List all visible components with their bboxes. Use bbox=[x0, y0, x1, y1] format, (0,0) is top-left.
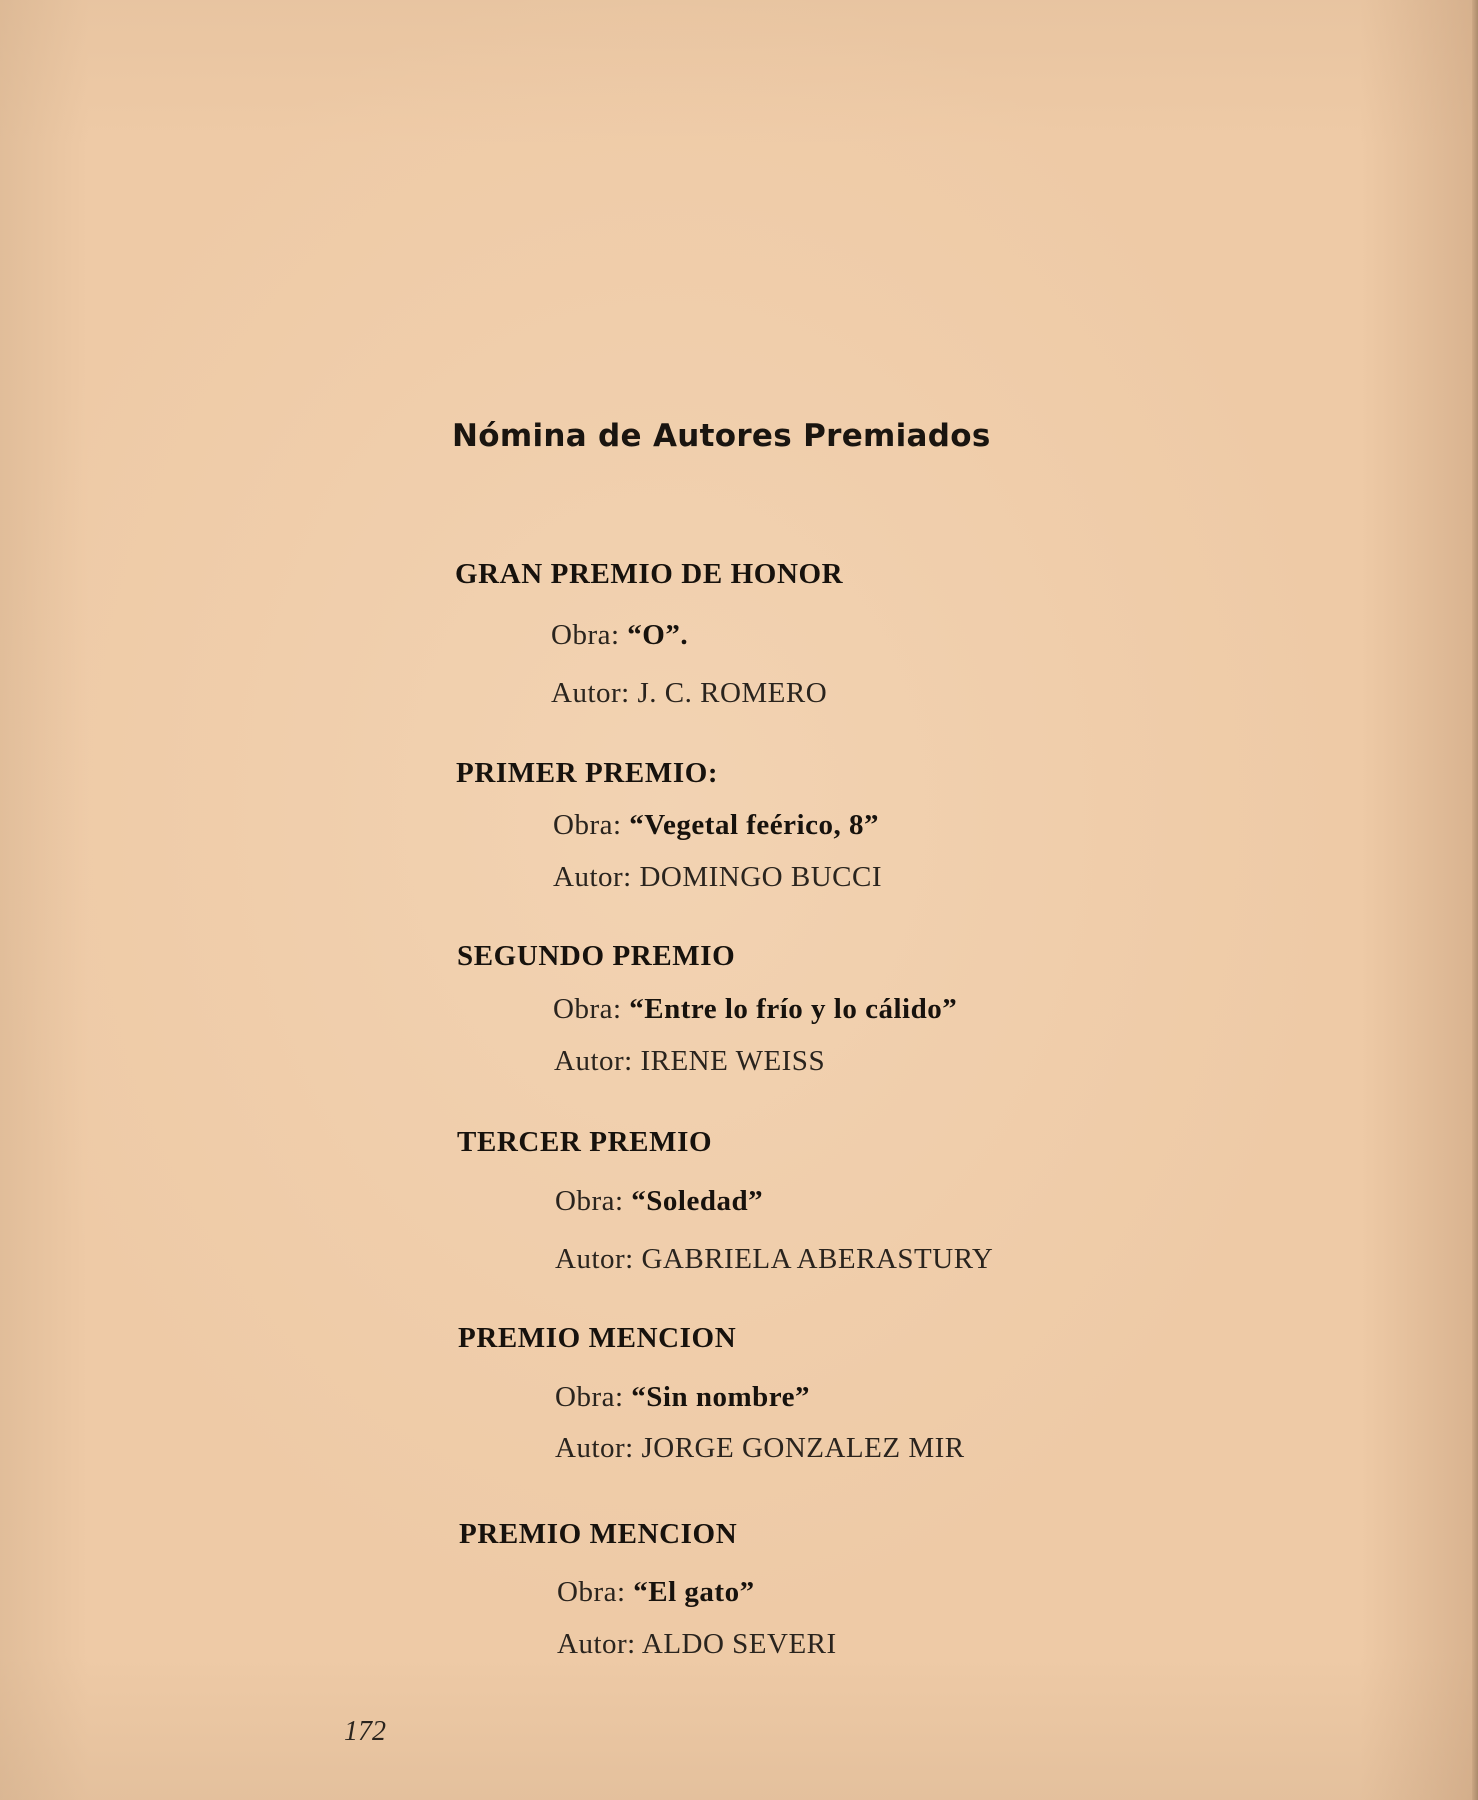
award-heading: PRIMER PREMIO: bbox=[456, 757, 719, 789]
author-label: Autor: bbox=[555, 1243, 634, 1275]
award-author-line bbox=[557, 1628, 837, 1661]
work-title: “Sin nombre” bbox=[631, 1381, 810, 1413]
award-heading: TERCER PREMIO bbox=[457, 1126, 713, 1158]
award-author-line bbox=[554, 1045, 825, 1078]
work-label: Obra: bbox=[553, 993, 622, 1025]
award-heading: PREMIO MENCION bbox=[458, 1322, 737, 1354]
author-name: GABRIELA ABERASTURY bbox=[641, 1243, 994, 1275]
award-work-line bbox=[555, 1185, 763, 1218]
author-label: Autor: bbox=[551, 677, 630, 709]
work-label: Obra: bbox=[557, 1576, 626, 1608]
work-title: “O”. bbox=[627, 619, 689, 651]
award-work-line bbox=[555, 1381, 810, 1414]
page-title: Nómina de Autores Premiados bbox=[452, 418, 991, 454]
award-author-line bbox=[555, 1432, 965, 1465]
award-heading: SEGUNDO PREMIO bbox=[457, 940, 736, 972]
award-heading: GRAN PREMIO DE HONOR bbox=[455, 558, 844, 590]
page-number: 172 bbox=[344, 1716, 386, 1747]
work-title: “El gato” bbox=[633, 1576, 755, 1608]
award-work-line bbox=[553, 809, 879, 842]
work-title: “Vegetal feérico, 8” bbox=[629, 809, 879, 841]
author-name: J. C. ROMERO bbox=[637, 677, 828, 709]
award-author-line bbox=[551, 677, 827, 710]
work-label: Obra: bbox=[551, 619, 620, 651]
author-name: IRENE WEISS bbox=[640, 1045, 826, 1077]
work-title: “Soledad” bbox=[631, 1185, 764, 1217]
award-work-line bbox=[551, 619, 688, 652]
author-label: Autor: bbox=[557, 1628, 636, 1660]
work-label: Obra: bbox=[555, 1381, 624, 1413]
work-label: Obra: bbox=[553, 809, 622, 841]
award-heading: PREMIO MENCION bbox=[459, 1518, 738, 1550]
award-author-line bbox=[553, 861, 882, 894]
author-label: Autor: bbox=[554, 1045, 633, 1077]
page-edge-shadow bbox=[1472, 0, 1478, 1800]
author-name: JORGE GONZALEZ MIR bbox=[641, 1432, 965, 1464]
author-name: DOMINGO BUCCI bbox=[639, 861, 883, 893]
author-name: ALDO SEVERI bbox=[641, 1628, 837, 1660]
award-author-line bbox=[555, 1243, 993, 1276]
author-label: Autor: bbox=[555, 1432, 634, 1464]
author-label: Autor: bbox=[553, 861, 632, 893]
award-work-line bbox=[553, 993, 957, 1026]
award-work-line bbox=[557, 1576, 755, 1609]
work-title: “Entre lo frío y lo cálido” bbox=[629, 993, 958, 1025]
work-label: Obra: bbox=[555, 1185, 624, 1217]
